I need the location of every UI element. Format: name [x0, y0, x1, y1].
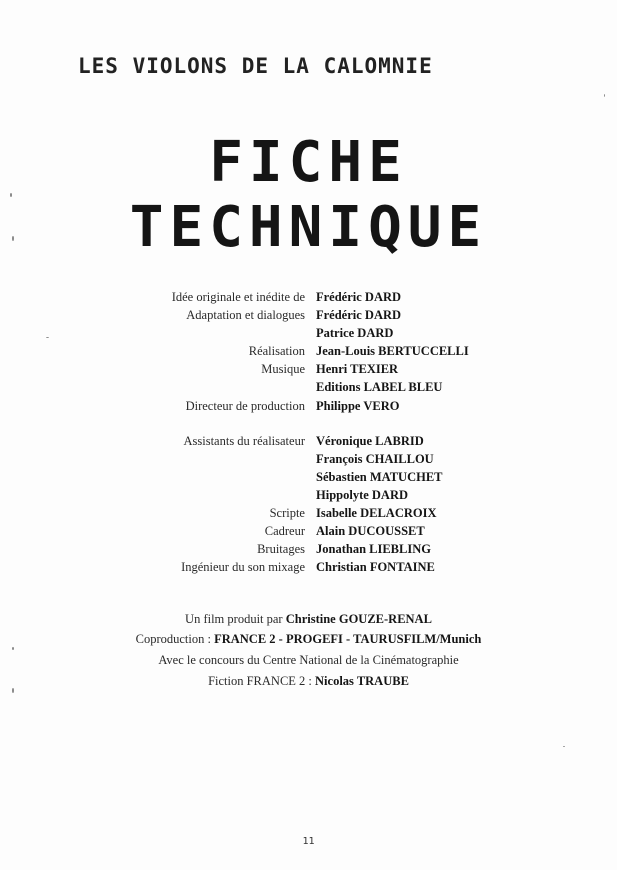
- credit-role: Réalisation: [248, 344, 305, 358]
- credit-name: Jean-Louis BERTUCCELLI: [316, 344, 469, 358]
- credit-row: [0, 362, 617, 380]
- scan-speck: [12, 647, 14, 650]
- scan-speck: [563, 746, 565, 747]
- credit-role: Assistants du réalisateur: [183, 434, 305, 448]
- credit-row: [0, 344, 617, 362]
- credit-role: Idée originale et inédite de: [171, 290, 305, 304]
- credit-name: Véronique LABRID: [316, 434, 424, 448]
- credit-row: [0, 524, 617, 542]
- scan-speck: [10, 193, 12, 197]
- credit-row: [0, 434, 617, 452]
- scan-speck: [12, 236, 14, 241]
- credit-row: [0, 560, 617, 578]
- credit-row: [0, 542, 617, 560]
- credit-name: Hippolyte DARD: [316, 488, 409, 502]
- credit-name: Frédéric DARD: [316, 290, 402, 304]
- credit-name: Alain DUCOUSSET: [316, 524, 425, 538]
- heading-line-1: FICHE: [209, 130, 408, 195]
- credit-name: François CHAILLOU: [316, 452, 434, 466]
- credit-role: Musique: [261, 362, 305, 376]
- credit-name: Jonathan LIEBLING: [316, 542, 431, 556]
- support-line: Avec le concours du Centre National de la Cinématographie: [158, 653, 459, 667]
- coproduction-prefix: Coproduction :: [135, 632, 211, 646]
- credit-row: [0, 506, 617, 524]
- coproduction-names: FRANCE 2 - PROGEFI - TAURUSFILM/Munich: [214, 632, 482, 646]
- production-line: [0, 612, 617, 627]
- credit-role: Ingénieur du son mixage: [181, 560, 305, 574]
- credit-row: [0, 326, 617, 344]
- fiction-line: [0, 674, 617, 689]
- credit-role: Cadreur: [264, 524, 305, 538]
- credit-role: Bruitages: [257, 542, 305, 556]
- credit-name: Editions LABEL BLEU: [316, 380, 443, 394]
- film-title: LES VIOLONS DE LA CALOMNIE: [78, 54, 433, 78]
- produced-prefix: Un film produit par: [185, 612, 283, 626]
- credit-name: Patrice DARD: [316, 326, 394, 340]
- credit-row: [0, 488, 617, 506]
- credit-row: [0, 290, 617, 308]
- credit-role: Scripte: [269, 506, 305, 520]
- credit-row: [0, 308, 617, 326]
- producer-name: Christine GOUZE-RENAL: [285, 612, 432, 626]
- credit-role: Adaptation et dialogues: [186, 308, 305, 322]
- coproduction-line: [0, 632, 617, 647]
- credit-name: Henri TEXIER: [316, 362, 399, 376]
- credit-name: Isabelle DELACROIX: [316, 506, 437, 520]
- credit-name: Christian FONTAINE: [316, 560, 435, 574]
- heading-line-2: TECHNIQUE: [129, 195, 488, 260]
- scan-speck: [12, 688, 14, 693]
- scan-speck: [46, 337, 49, 338]
- credit-row: [0, 399, 617, 417]
- credit-row: [0, 380, 617, 398]
- credit-name: Sébastien MATUCHET: [316, 470, 443, 484]
- credit-name: Frédéric DARD: [316, 308, 402, 322]
- credit-name: Philippe VERO: [316, 399, 400, 413]
- scan-speck: [604, 94, 605, 97]
- credit-row: [0, 452, 617, 470]
- credit-row: [0, 470, 617, 488]
- page-number: 11: [302, 836, 315, 847]
- fiction-name: Nicolas TRAUBE: [315, 674, 409, 688]
- credit-role: Directeur de production: [185, 399, 305, 413]
- fiction-prefix: Fiction FRANCE 2 :: [208, 674, 312, 688]
